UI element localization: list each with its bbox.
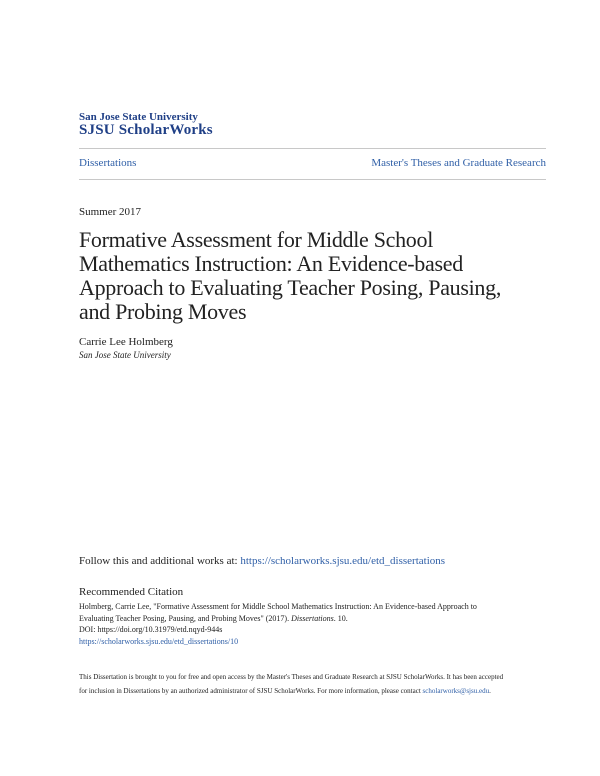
follow-link[interactable]: https://scholarworks.sjsu.edu/etd_dissertations — [240, 555, 446, 567]
contact-email-link[interactable]: scholarworks@sjsu.edu — [422, 687, 490, 695]
citation-line: Holmberg, Carrie Lee, "Formative Assessment for Middle School Mathematics Instruction: An Evidence-based Approach to — [79, 602, 477, 611]
institution-name: San Jose State University — [79, 111, 198, 123]
author-affiliation: San Jose State University — [79, 350, 171, 360]
recommended-citation-heading: Recommended Citation — [79, 586, 184, 598]
footer-line: This Dissertation is brought to you for free and open access by the Master's Theses and Graduate Research at SJSU ScholarWorks. It has been accepted — [79, 673, 504, 681]
publication-date: Summer 2017 — [79, 206, 142, 218]
author-name: Carrie Lee Holmberg — [79, 336, 173, 348]
citation-number: . 10. — [333, 613, 348, 623]
follow-line — [79, 555, 445, 567]
masters-theses-link[interactable]: Master's Theses and Graduate Research — [371, 157, 546, 169]
citation-line — [79, 613, 549, 625]
citation-link[interactable]: https://scholarworks.sjsu.edu/etd_dissertations/10 — [79, 636, 239, 646]
title-line: Mathematics Instruction: An Evidence-based — [79, 251, 463, 276]
citation-block — [79, 601, 549, 647]
footer-end: . — [489, 687, 491, 695]
nav-divider — [79, 179, 546, 180]
document-title — [79, 228, 549, 324]
dissertations-link[interactable]: Dissertations — [79, 157, 137, 169]
title-line: Approach to Evaluating Teacher Posing, Pausing, — [79, 275, 502, 300]
citation-text: Evaluating Teacher Posing, Pausing, and Probing Moves" (2017). — [79, 613, 292, 623]
citation-doi: DOI: https://doi.org/10.31979/etd.nqyd-944s — [79, 625, 223, 634]
repository-name[interactable]: SJSU ScholarWorks — [79, 122, 213, 138]
footer-notice — [79, 670, 549, 698]
title-line: and Probing Moves — [79, 299, 247, 324]
footer-line — [79, 684, 549, 698]
footer-text: for inclusion in Dissertations by an authorized administrator of SJSU ScholarWorks. For more information, please contact — [79, 687, 423, 695]
title-line: Formative Assessment for Middle School — [79, 227, 434, 252]
follow-text: Follow this and additional works at: — [79, 555, 241, 567]
citation-series: Dissertations — [291, 613, 334, 623]
top-divider — [79, 148, 546, 149]
